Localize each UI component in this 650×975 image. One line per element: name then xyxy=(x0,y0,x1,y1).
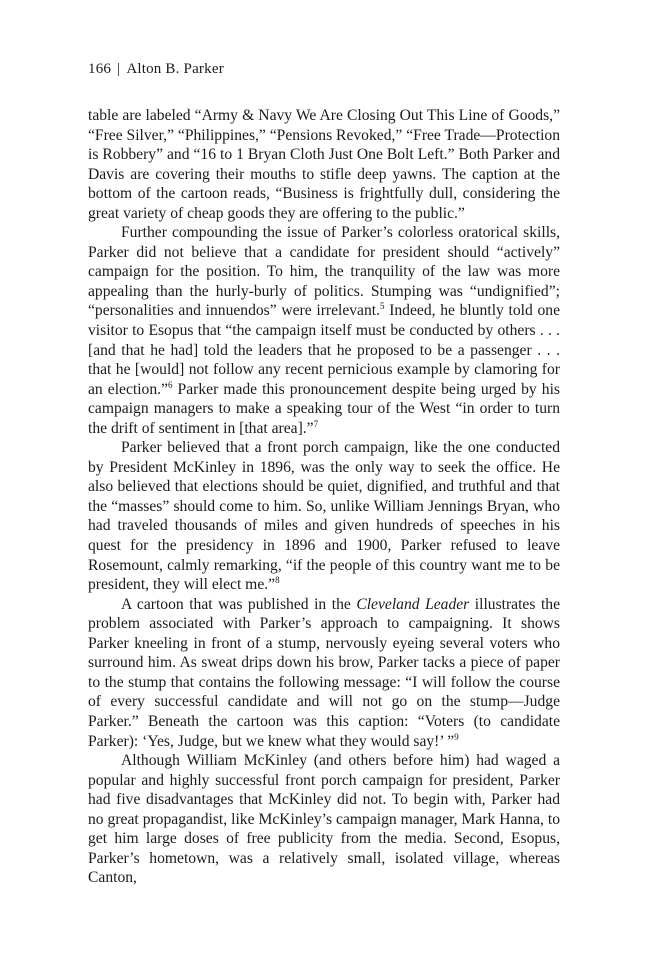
paragraph-text: table are labeled “Army & Navy We Are Closing Out This Line of Goods,” “Free Silver,” “Philippines,” “Pensions Revoked,” “Free Trade—Protection is Robbery” and “16 to 1 Bryan Cloth Just One Bolt Left.” Both Parker and Davis are covering their mouths to stifle deep yawns. The caption at the bottom of the cartoon reads, “Business is frightfully dull, considering the great variety of cheap goods they are offering to the public.” xyxy=(88,107,560,222)
paragraph-text: Parker believed that a front porch campaign, like the one conducted by President McKinley in 1896, was the only way to seek the office. He also believed that elections should be quiet, dignified, and truthful and that the “masses” should come to him. So, unlike William Jennings Bryan, who had traveled thousands of miles and given hundreds of speeches in his quest for the presidency in 1896 and 1900, Parker refused to leave Rosemount, calmly remarking, “if the people of this country want me to be president, they will elect me.” xyxy=(88,439,560,594)
paragraph-text: A cartoon that was published in the xyxy=(121,595,357,613)
footnote-marker: 5 xyxy=(380,301,385,312)
footnote-marker: 9 xyxy=(454,731,459,742)
paragraph-text: Although William McKinley (and others before him) had waged a popular and highly successful front porch campaign for president, Parker had five disadvantages that McKinley did not. To begin with, Parker had no great propagandist, like McKinley’s campaign manager, Mark Hanna, to get him large doses of free publicity from the media. Second, Esopus, Parker’s hometown, was a relatively small, isolated village, whereas Canton, xyxy=(88,752,560,887)
paragraph-text: Indeed, he bluntly told one visitor to Esopus that “the campaign itself must be conducted by others . . . [and that he had] told the leaders that he proposed to be a passenger . . . that he [would] not follow any recent pernicious example by clamoring for an election.” xyxy=(88,302,560,398)
footnote-marker: 7 xyxy=(313,418,319,429)
paragraph xyxy=(88,223,560,438)
header-separator: | xyxy=(117,61,121,77)
paragraph-text: illustrates the problem associated with Parker’s approach to campaigning. It shows Parker kneeling in front of a stump, nervously eyeing several voters who surround him. As sweat drips down his brow, Parker tacks a piece of paper to the stump that contains the following message: “I will follow the course of every successful candidate and will not go on the stump—Judge Parker.” Beneath the cartoon was this caption: “Voters (to candidate Parker): ‘Yes, Judge, but we knew what they would say!’ ” xyxy=(88,595,561,750)
paragraph xyxy=(88,106,560,223)
body-text xyxy=(88,106,560,888)
footnote-marker: 8 xyxy=(275,574,280,585)
paragraph xyxy=(88,595,560,751)
paragraph xyxy=(88,751,560,888)
footnote-marker: 6 xyxy=(167,379,173,390)
running-head xyxy=(88,61,224,78)
paragraph xyxy=(88,438,560,594)
italic-text: Cleveland Leader xyxy=(356,595,470,613)
page-number: 166 xyxy=(88,61,112,77)
running-title: Alton B. Parker xyxy=(126,61,224,77)
paragraph-text: Parker made this pronouncement despite being urged by his campaign managers to make a speaking tour of the West “in order to turn the drift of sentiment in [that area].” xyxy=(88,380,560,437)
paragraph-text: Further compounding the issue of Parker’s colorless oratorical skills, Parker did not believe that a candidate for president should “actively” campaign for the position. To him, the tranquility of the law was more appealing than the hurly-burly of politics. Stumping was “undignified”; “personalities and innuendos” were irrelevant. xyxy=(88,224,560,320)
